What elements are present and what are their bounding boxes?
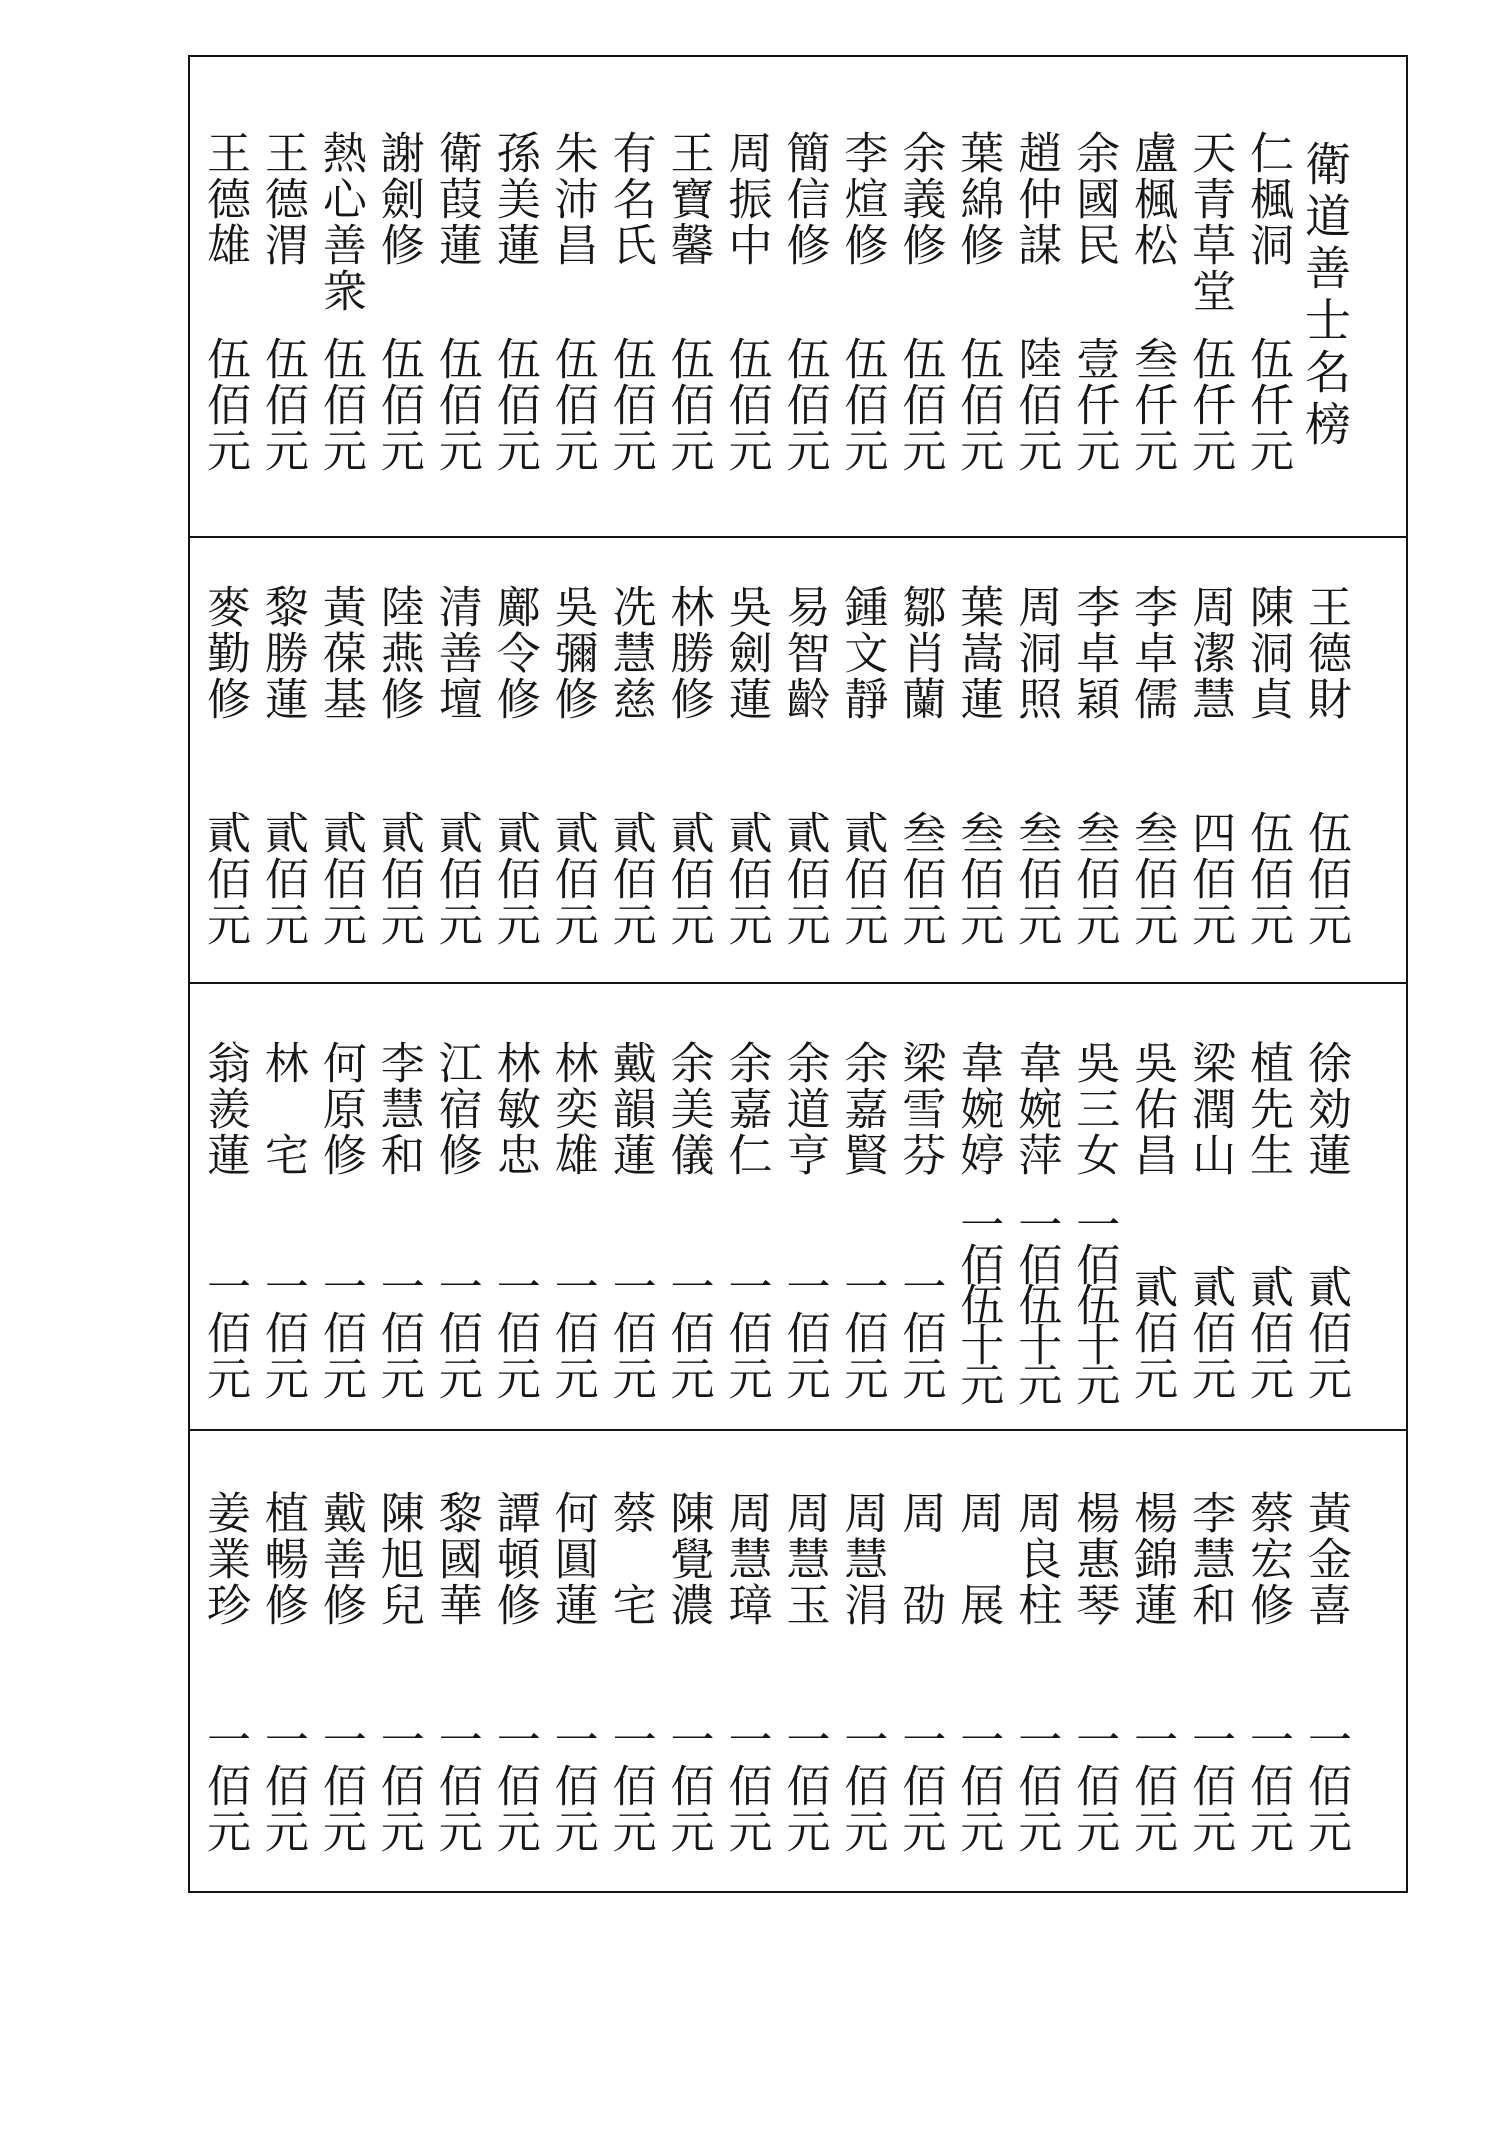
- donation-amount: 伍仟元: [1184, 336, 1236, 474]
- donor-name: 黃葆基: [314, 584, 366, 722]
- donor-name: 鍾文靜: [836, 584, 888, 722]
- donor-name: 韋婉婷: [952, 1040, 1004, 1178]
- donor-name: 江宿修: [430, 1040, 482, 1178]
- donation-amount: 一佰元: [430, 1264, 482, 1402]
- donor-name: 楊錦蓮: [1126, 1490, 1178, 1628]
- donation-amount: 貳佰元: [1242, 1264, 1294, 1402]
- donor-name: 葉嵩蓮: [952, 584, 1004, 722]
- donor-name: 易智齡: [778, 584, 830, 722]
- donation-amount: 貳佰元: [256, 810, 308, 948]
- donor-name: 麥勤修: [198, 584, 250, 722]
- donor-name: 徐効蓮: [1300, 1040, 1351, 1178]
- donation-amount: 一佰元: [488, 1264, 540, 1402]
- donor-name: 李慧和: [372, 1040, 424, 1178]
- donor-name: 天青草堂: [1184, 130, 1236, 314]
- donation-amount: 一佰伍十元: [1068, 1202, 1120, 1402]
- donor-name: 簡信修: [778, 130, 830, 268]
- donation-amount: 伍佰元: [720, 336, 772, 474]
- donor-name: 余國民: [1068, 130, 1120, 268]
- donation-amount: 伍佰元: [778, 336, 830, 474]
- donation-amount: 伍佰元: [604, 336, 656, 474]
- donor-name: 梁潤山: [1184, 1040, 1236, 1178]
- donor-name: 戴韻蓮: [604, 1040, 656, 1178]
- donation-amount: 貳佰元: [720, 810, 772, 948]
- donor-name: 清善壇: [430, 584, 482, 722]
- donation-amount: 叁佰元: [1068, 810, 1120, 948]
- donation-amount: 伍佰元: [546, 336, 598, 474]
- donor-name: 王寶馨: [662, 130, 714, 268]
- donation-amount: 一佰元: [662, 1264, 714, 1402]
- donor-name: 林奕雄: [546, 1040, 598, 1178]
- donor-name: 陳洞貞: [1242, 584, 1294, 722]
- donation-amount: 一佰元: [314, 1717, 366, 1855]
- donation-amount: 一佰元: [430, 1717, 482, 1855]
- donor-name: 黎勝蓮: [256, 584, 308, 722]
- donation-amount: 貳佰元: [198, 810, 250, 948]
- donation-amount: 貳佰元: [1126, 1264, 1178, 1402]
- donor-name: 謝劍修: [372, 130, 424, 268]
- donor-name: 黃金喜: [1300, 1490, 1351, 1628]
- donation-amount: 一佰元: [894, 1264, 946, 1402]
- donor-name: 余嘉賢: [836, 1040, 888, 1178]
- donation-amount: 一佰元: [604, 1717, 656, 1855]
- donation-amount: 一佰元: [546, 1717, 598, 1855]
- donor-name: 林勝修: [662, 584, 714, 722]
- donation-amount: 一佰元: [778, 1264, 830, 1402]
- donor-name: 鄒肖蘭: [894, 584, 946, 722]
- donor-name: 余義修: [894, 130, 946, 268]
- donation-amount: 伍佰元: [314, 336, 366, 474]
- donor-name: 周慧涓: [836, 1490, 888, 1628]
- donation-amount: 一佰元: [546, 1264, 598, 1402]
- donor-name: 周洞照: [1010, 584, 1062, 722]
- donation-amount: 一佰元: [836, 1717, 888, 1855]
- donation-amount: 一佰元: [662, 1717, 714, 1855]
- donor-name: 趙仲謀: [1010, 130, 1062, 268]
- donor-name: 吳佑昌: [1126, 1040, 1178, 1178]
- donation-amount: 貳佰元: [488, 810, 540, 948]
- donation-amount: 貳佰元: [1300, 1264, 1351, 1402]
- donation-amount: 一佰元: [256, 1264, 308, 1402]
- donor-name: 吳劍蓮: [720, 584, 772, 722]
- donor-name: 葉綿修: [952, 130, 1004, 268]
- donation-amount: 伍佰元: [430, 336, 482, 474]
- donation-amount: 貳佰元: [314, 810, 366, 948]
- donor-name: 戴善修: [314, 1490, 366, 1628]
- donation-amount: 貳佰元: [372, 810, 424, 948]
- donation-amount: 叁佰元: [952, 810, 1004, 948]
- donation-amount: 一佰元: [836, 1264, 888, 1402]
- donor-name: 陳覺濃: [662, 1490, 714, 1628]
- donation-amount: 貳佰元: [778, 810, 830, 948]
- donor-name: 盧楓松: [1126, 130, 1178, 268]
- donation-amount: 伍佰元: [198, 336, 250, 474]
- donor-name: 姜業珍: [198, 1490, 250, 1628]
- donor-name: 周慧璋: [720, 1490, 772, 1628]
- donation-amount: 一佰元: [1300, 1717, 1351, 1855]
- donor-name: 吳三女: [1068, 1040, 1120, 1178]
- donation-amount: 貳佰元: [1184, 1264, 1236, 1402]
- donor-name: 翁羨蓮: [198, 1040, 250, 1178]
- donation-amount: 一佰元: [1184, 1717, 1236, 1855]
- donation-amount: 叁佰元: [1126, 810, 1178, 948]
- donation-amount: 一佰伍十元: [1010, 1202, 1062, 1402]
- donation-amount: 伍佰元: [662, 336, 714, 474]
- donor-name: 冼慧慈: [604, 584, 656, 722]
- donor-name: 楊惠琴: [1068, 1490, 1120, 1628]
- donation-amount: 伍佰元: [1300, 810, 1351, 948]
- donor-name: 植暢修: [256, 1490, 308, 1628]
- donation-amount: 一佰元: [952, 1717, 1004, 1855]
- donation-amount: 一佰元: [720, 1264, 772, 1402]
- donation-amount: 一佰元: [198, 1264, 250, 1402]
- donor-name: 周良柱: [1010, 1490, 1062, 1628]
- donation-amount: 貳佰元: [604, 810, 656, 948]
- donor-name: 王德財: [1300, 584, 1351, 722]
- donation-amount: 一佰元: [1068, 1717, 1120, 1855]
- donor-name: 王德雄: [198, 130, 250, 268]
- donor-name: 周展: [952, 1490, 1004, 1674]
- donor-name: 蔡宏修: [1242, 1490, 1294, 1628]
- donor-name: 李卓儒: [1126, 584, 1178, 722]
- donation-amount: 貳佰元: [662, 810, 714, 948]
- donation-amount: 叁佰元: [1010, 810, 1062, 948]
- donation-amount: 壹仟元: [1068, 336, 1120, 474]
- donation-amount: 一佰元: [488, 1717, 540, 1855]
- donor-name: 周振中: [720, 130, 772, 268]
- donation-amount: 一佰伍十元: [952, 1202, 1004, 1402]
- donation-amount: 一佰元: [1242, 1717, 1294, 1855]
- donation-amount: 貳佰元: [836, 810, 888, 948]
- donor-name: 黎國華: [430, 1490, 482, 1628]
- donor-name: 李慧和: [1184, 1490, 1236, 1628]
- donation-amount: 伍佰元: [1242, 810, 1294, 948]
- donor-name: 蔡宅: [604, 1490, 656, 1674]
- donation-amount: 一佰元: [1010, 1717, 1062, 1855]
- donor-name: 仁楓洞: [1242, 130, 1294, 268]
- donor-name: 何圓蓮: [546, 1490, 598, 1628]
- donor-name: 王德渭: [256, 130, 308, 268]
- donation-amount: 一佰元: [1126, 1717, 1178, 1855]
- donor-name: 朱沛昌: [546, 130, 598, 268]
- donor-name: 陸燕修: [372, 584, 424, 722]
- donation-amount: 叁佰元: [894, 810, 946, 948]
- donor-name: 譚頓修: [488, 1490, 540, 1628]
- donor-name: 周慧玉: [778, 1490, 830, 1628]
- donor-name: 林宅: [256, 1040, 308, 1224]
- donor-name: 衛葭蓮: [430, 130, 482, 268]
- donor-name: 梁雪芬: [894, 1040, 946, 1178]
- donor-name: 余嘉仁: [720, 1040, 772, 1178]
- donation-amount: 貳佰元: [546, 810, 598, 948]
- donor-name: 植先生: [1242, 1040, 1294, 1178]
- donor-name: 周劭: [894, 1490, 946, 1674]
- donation-amount: 伍佰元: [894, 336, 946, 474]
- donation-amount: 一佰元: [720, 1717, 772, 1855]
- donation-amount: 一佰元: [372, 1717, 424, 1855]
- donor-name: 林敏忠: [488, 1040, 540, 1178]
- donor-name: 鄺令修: [488, 584, 540, 722]
- donor-name: 陳旭兒: [372, 1490, 424, 1628]
- donor-name: 李煊修: [836, 130, 888, 268]
- donor-name: 周潔慧: [1184, 584, 1236, 722]
- donation-amount: 一佰元: [778, 1717, 830, 1855]
- donation-amount: 叁仟元: [1126, 336, 1178, 474]
- page-title: 衛道善士名榜: [1298, 140, 1352, 452]
- donation-amount: 伍佰元: [372, 336, 424, 474]
- donation-amount: 四佰元: [1184, 810, 1236, 948]
- donor-name: 余美儀: [662, 1040, 714, 1178]
- donation-amount: 一佰元: [604, 1264, 656, 1402]
- donation-amount: 一佰元: [256, 1717, 308, 1855]
- donor-name: 吳彌修: [546, 584, 598, 722]
- donation-amount: 伍佰元: [256, 336, 308, 474]
- donor-name: 韋婉萍: [1010, 1040, 1062, 1178]
- donor-name: 何原修: [314, 1040, 366, 1178]
- donation-amount: 陸佰元: [1010, 336, 1062, 474]
- donation-amount: 貳佰元: [430, 810, 482, 948]
- donation-amount: 一佰元: [314, 1264, 366, 1402]
- donation-amount: 伍佰元: [488, 336, 540, 474]
- donation-amount: 一佰元: [894, 1717, 946, 1855]
- donation-amount: 一佰元: [198, 1717, 250, 1855]
- donor-name: 有名氏: [604, 130, 656, 268]
- donor-name: 余道亨: [778, 1040, 830, 1178]
- donation-amount: 伍佰元: [836, 336, 888, 474]
- donor-name: 李卓穎: [1068, 584, 1120, 722]
- donor-name: 孫美蓮: [488, 130, 540, 268]
- donation-amount: 伍仟元: [1242, 336, 1294, 474]
- donation-amount: 一佰元: [372, 1264, 424, 1402]
- donation-amount: 伍佰元: [952, 336, 1004, 474]
- donor-name: 熱心善衆: [314, 130, 366, 314]
